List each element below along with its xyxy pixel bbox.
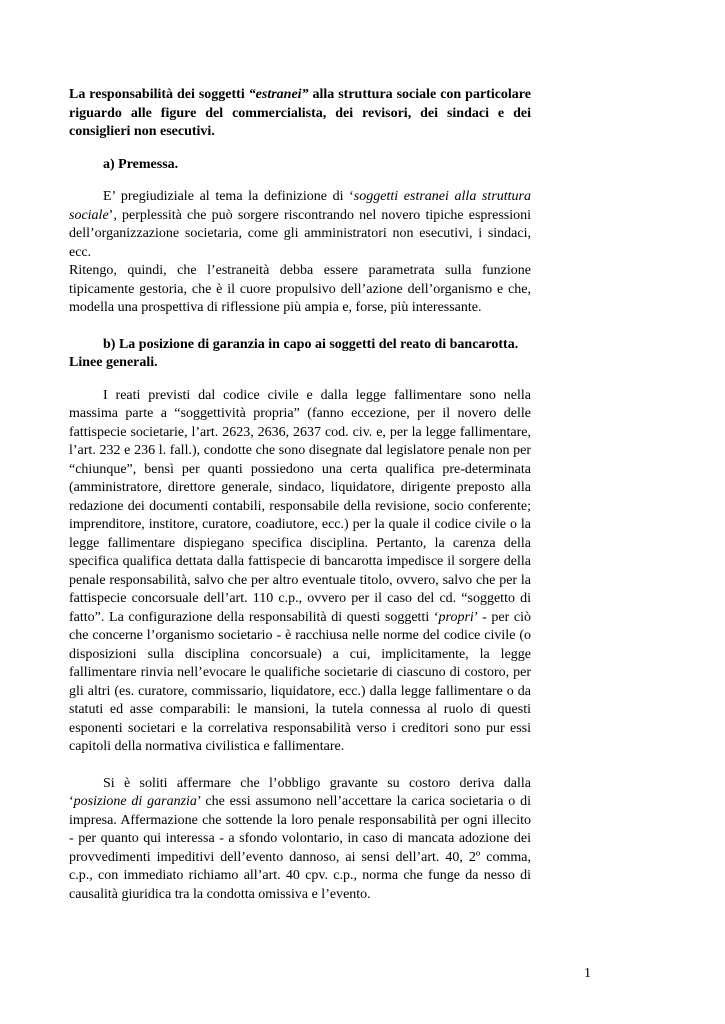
document-page <box>69 86 531 904</box>
section-b-p2-text-1: Si è soliti affermare che l’obbligo gravante su costoro deriva dalla ‘ <box>69 775 531 809</box>
section-a-heading: a) Premessa. <box>103 156 179 172</box>
section-a-p1-text-2: ’, perplessità che può sorgere riscontrando nel novero tipiche espressioni dell’organizzazione societaria, come gli amministratori non esecutivi, i sindaci, ecc. <box>69 207 531 260</box>
spacer <box>69 318 531 336</box>
section-b-paragraph-2 <box>69 775 531 905</box>
section-b-paragraph-1 <box>69 387 531 757</box>
section-a-p1-text-1: E’ pregiudiziale al tema la definizione di ‘ <box>103 189 354 204</box>
section-b-p1-italic: propri <box>438 609 474 625</box>
section-b-p1-text-2: ’ - per ciò che concerne l’organismo societario - è racchiusa nelle norme del codice civile (o disposizioni sulla disciplina concorsuale) a cui, implicitamente, la legge fallimentare rinvia nell’evocare le qualifiche societarie di ciascuno di costoro, per gli altri (es. curatore, commissario, liquidatore, ecc.) dalla legge fallimentare o da statuti ed asse comparabili: le mansioni, la tutela connessa al ruolo di questi esponenti societari e la correlativa responsabilità verso i creditori sono pur essi capitoli della normativa civilistica e fallimentare. <box>69 609 532 754</box>
spacer <box>69 757 531 775</box>
title-part-2: alla struttura sociale con particolare riguardo alle figure del commercialista, dei revisori, dei sindaci e dei consiglieri non esecutivi. <box>69 87 531 139</box>
document-title <box>69 86 531 142</box>
section-a-paragraph-2: Ritengo, quindi, che l’estraneità debba essere parametrata sulla funzione tipicamente gestoria, che è il cuore propulsivo dell’azione dell’organismo e che, modella una prospettiva di riflessione più ampia e, forse, più interessante. <box>69 263 531 315</box>
section-b-p2-text-2: ’ che essi assumono nell’accettare la carica societaria o di impresa. Affermazione che sottende la loro penale responsabilità per ogni illecito - per quanto qui interessa - a sfondo volontario, in caso di mancata adozione dei provvedimenti impeditivi dell’evento dannoso, ai sensi dell’art. 40, 2º comma, c.p., con immediato richiamo all’art. 40 cpv. c.p., norma che funge da nesso di causalità giuridica tra la condotta omissiva e l’evento. <box>69 794 531 902</box>
title-italic-word: “estranei” <box>248 87 309 102</box>
section-b-p1-text-1: I reati previsti dal codice civile e dalla legge fallimentare sono nella massima parte a “soggettività propria” (fanno eccezione, per il novero delle fattispecie societarie, l’art. 2623, 2636, 2637 cod. civ. e, per la legge fallimentare, l’art. 232 e 236 l. fall.), condotte che sono disegnate dal legislatore penale non per “chiunque”, bensì per quanti possiedono una certa qualifica pre-determinata (amministratore, direttore generale, sindaco, liquidatore, dirigente preposto alla redazione dei documenti contabili, responsabile della revisione, socio conferente; imprenditore, institore, curatore, coadiutore, ecc.) per la quale il codice civile o la legge fallimentare dispiegano specifica disciplina. Pertanto, la carenza della specifica qualifica dettata dalla fattispecie di bancarotta impedisce il sorgere della penale responsabilità, salvo che per altro eventuale titolo, ovvero, salvo che per la fattispecie concorsuale dell’art. 110 c.p., ovvero per il caso del cd. “soggetto di fatto”. La configurazione della responsabilità di questi soggetti ‘ <box>69 387 531 625</box>
section-a-p1-italic: soggetti estranei alla struttura sociale <box>69 189 531 223</box>
title-part-1: La responsabilità dei soggetti <box>69 87 249 102</box>
section-b-heading: b) La posizione di garanzia in capo ai soggetti del reato di bancarotta. Linee generali. <box>69 336 519 370</box>
page-number: 1 <box>584 966 591 981</box>
section-a-paragraph-1 <box>69 188 531 262</box>
section-b-p2-italic: posizione di garanzia <box>73 794 197 809</box>
